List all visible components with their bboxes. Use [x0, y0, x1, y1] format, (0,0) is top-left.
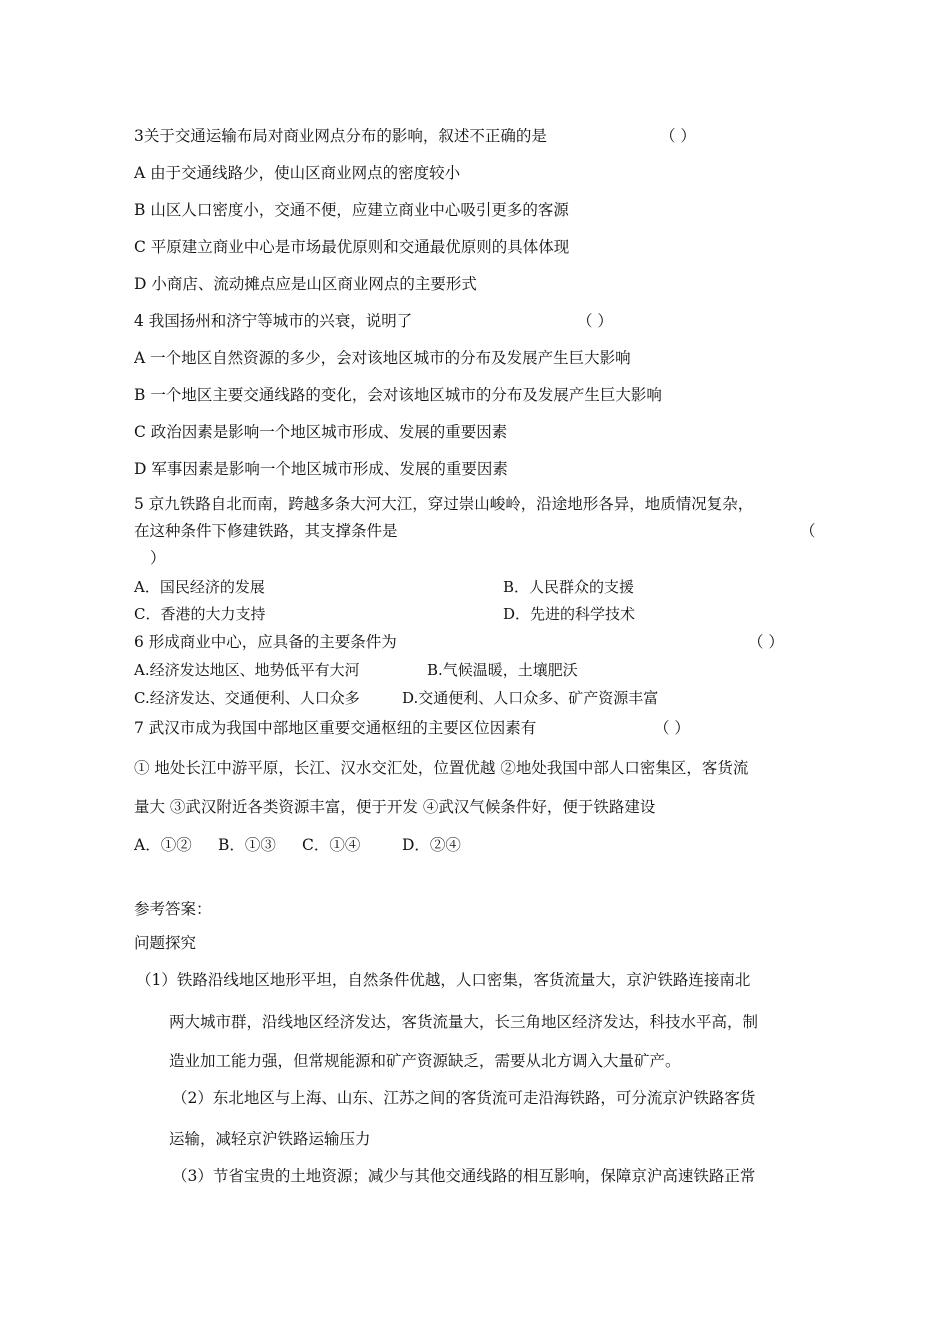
q5-bracket-open: （: [800, 522, 816, 540]
q7-answer-bracket: （ ）: [654, 719, 690, 737]
q7-option-a: A．①②: [134, 836, 192, 854]
answer-1-line1: （1）铁路沿线地区地形平坦，自然条件优越，人口密集，客货流量大，京沪铁路连接南北: [136, 971, 751, 989]
q7-statement-line1: ① 地处长江中游平原，长江、汉水交汇处，位置优越 ②地处我国中部人口密集区，客货流: [134, 759, 749, 777]
q5-option-a: A．国民经济的发展: [134, 578, 265, 596]
q4-option-c: C 政治因素是影响一个地区城市形成、发展的重要因素: [134, 423, 508, 441]
q3-option-b: B 山区人口密度小，交通不便，应建立商业中心吸引更多的客源: [134, 201, 569, 219]
answer-1-line3: 造业加工能力强，但常规能源和矿产资源缺乏，需要从北方调入大量矿产。: [169, 1052, 681, 1070]
q4-option-b: B 一个地区主要交通线路的变化，会对该地区城市的分布及发展产生巨大影响: [134, 386, 662, 404]
q6-answer-bracket: （ ）: [748, 633, 784, 651]
q7-option-c: C．①④: [302, 836, 361, 854]
q4-answer-bracket: （ ）: [577, 312, 613, 330]
q4-option-a: A 一个地区自然资源的多少，会对该地区城市的分布及发展产生巨大影响: [134, 349, 631, 367]
q5-stem-line2: 在这种条件下修建铁路，其支撑条件是: [134, 522, 398, 540]
q5-option-c: C．香港的大力支持: [134, 605, 266, 623]
answers-subheading: 问题探究: [134, 934, 197, 952]
q5-bracket-close: ）: [150, 549, 166, 567]
q6-option-c: C.经济发达、交通便利、人口众多: [134, 689, 360, 707]
q6-option-b: B.气候温暖，土壤肥沃: [427, 661, 578, 679]
answer-1-line2: 两大城市群，沿线地区经济发达，客货流量大，长三角地区经济发达，科技水平高，制: [169, 1013, 759, 1031]
q7-option-d: D．②④: [402, 836, 461, 854]
q6-stem: 6 形成商业中心，应具备的主要条件为: [134, 633, 397, 651]
q3-stem: 3关于交通运输布局对商业网点分布的影响，叙述不正确的是: [134, 127, 547, 145]
q6-option-d: D.交通便利、人口众多、矿产资源丰富: [402, 689, 659, 707]
q5-stem-line1: 5 京九铁路自北而南，跨越多条大河大江，穿过崇山峻岭，沿途地形各异，地质情况复杂，: [134, 495, 754, 513]
answers-heading: 参考答案：: [134, 900, 212, 918]
q5-option-d: D．先进的科学技术: [503, 605, 636, 623]
q7-statement-line2: 量大 ③武汉附近各类资源丰富，便于开发 ④武汉气候条件好，便于铁路建设: [134, 798, 656, 816]
q4-stem: 4 我国扬州和济宁等城市的兴衰，说明了: [134, 312, 413, 330]
q3-option-d: D 小商店、流动摊点应是山区商业网点的主要形式: [134, 275, 477, 293]
q3-answer-bracket: （ ）: [660, 127, 696, 145]
answer-2-line1: （2）东北地区与上海、山东、江苏之间的客货流可走沿海铁路，可分流京沪铁路客货: [172, 1089, 756, 1107]
q7-stem: 7 武汉市成为我国中部地区重要交通枢纽的主要区位因素有: [134, 719, 537, 737]
q6-option-a: A.经济发达地区、地势低平有大河: [134, 661, 360, 679]
q7-option-b: B．①③: [218, 836, 276, 854]
q4-option-d: D 军事因素是影响一个地区城市形成、发展的重要因素: [134, 460, 508, 478]
answer-2-line2: 运输，减轻京沪铁路运输压力: [169, 1130, 371, 1148]
answer-3-line1: （3）节省宝贵的土地资源；减少与其他交通线路的相互影响，保障京沪高速铁路正常: [172, 1167, 756, 1185]
q3-option-a: A 由于交通线路少，使山区商业网点的密度较小: [134, 164, 461, 182]
q5-option-b: B．人民群众的支援: [503, 578, 635, 596]
q3-option-c: C 平原建立商业中心是市场最优原则和交通最优原则的具体体现: [134, 238, 570, 256]
